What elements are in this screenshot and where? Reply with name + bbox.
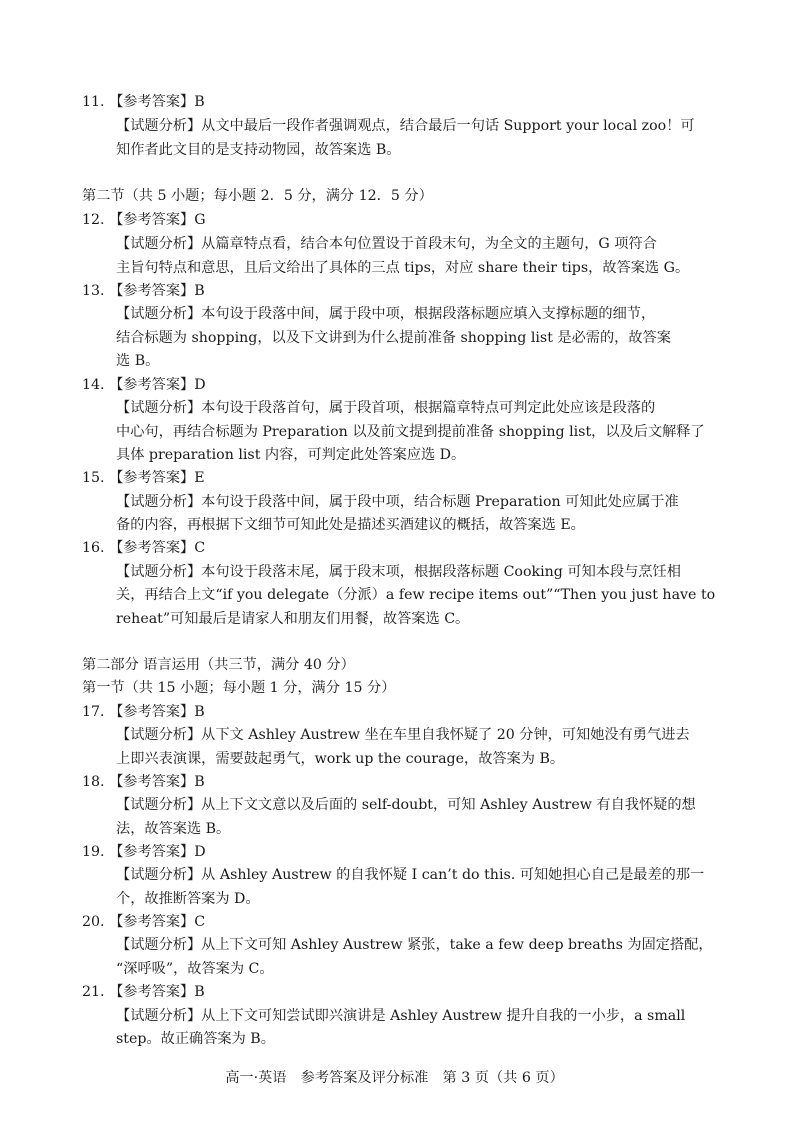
q12-analysis-line-1: 【试题分析】从篇章特点看，结合本句位置设于首段末句，为全文的主题句，G 项符合 — [116, 236, 657, 252]
q14-analysis-line-1: 【试题分析】本句设于段落首句，属于段首项，根据篇章特点可判定此处应该是段落的 — [116, 400, 656, 416]
q13-analysis-line-2: 结合标题为 shopping，以及下文讲到为什么提前准备 shopping list 是必需的，故答案 — [116, 330, 671, 346]
q16-answer: 16. 【参考答案】C — [82, 540, 206, 556]
section-2-heading: 第二节（共 5 小题；每小题 2．5 分，满分 12．5 分） — [82, 188, 433, 204]
q21-answer: 21. 【参考答案】B — [82, 984, 205, 1000]
q13-analysis-line-3: 选 B。 — [116, 353, 160, 369]
q20-answer: 20. 【参考答案】C — [82, 914, 206, 930]
q14-answer: 14. 【参考答案】D — [82, 377, 206, 393]
part-2-section-1-heading: 第一节（共 15 小题；每小题 1 分，满分 15 分） — [82, 680, 396, 696]
page-footer: 高一·英语 参考答案及评分标准 第 3 页（共 6 页） — [225, 1070, 564, 1086]
q20-analysis-line-1: 【试题分析】从上下文可知 Ashley Austrew 紧张，take a few deep breaths 为固定搭配， — [116, 937, 713, 953]
q19-analysis-line-1: 【试题分析】从 Ashley Austrew 的自我怀疑 I can’t do this. 可知她担心自己是最差的那一 — [116, 867, 705, 883]
q16-analysis-line-1: 【试题分析】本句设于段落末尾，属于段末项，根据段落标题 Cooking 可知本段与烹饪相 — [116, 564, 681, 580]
q20-analysis-line-2: “深呼吸”，故答案为 C。 — [116, 961, 274, 977]
q19-analysis-line-2: 个，故推断答案为 D。 — [116, 891, 260, 907]
q17-analysis-line-2: 上即兴表演课，需要鼓起勇气，work up the courage，故答案为 B。 — [116, 751, 565, 767]
q16-analysis-line-3: reheat”可知最后是请家人和朋友们用餐，故答案选 C。 — [116, 611, 470, 627]
q15-answer: 15. 【参考答案】E — [82, 470, 205, 486]
q12-answer: 12. 【参考答案】G — [82, 212, 206, 228]
q15-analysis-line-2: 备的内容，再根据下文细节可知此处是描述买酒建议的概括，故答案选 E。 — [116, 517, 585, 533]
q14-analysis-line-2: 中心句，再结合标题为 Preparation 以及前文提到提前准备 shopping list，以及后文解释了 — [116, 424, 705, 440]
q13-answer: 13. 【参考答案】B — [82, 283, 205, 299]
q19-answer: 19. 【参考答案】D — [82, 844, 206, 860]
q15-analysis-line-1: 【试题分析】本句设于段落中间，属于段中项，结合标题 Preparation 可知此处应属于准 — [116, 494, 679, 510]
q11-analysis-line-1: 【试题分析】从文中最后一段作者强调观点，结合最后一句话 Support your local zoo！可 — [116, 118, 695, 134]
q17-answer: 17. 【参考答案】B — [82, 704, 205, 720]
q13-analysis-line-1: 【试题分析】本句设于段落中间，属于段中项，根据段落标题应填入支撑标题的细节， — [116, 306, 656, 322]
q18-answer: 18. 【参考答案】B — [82, 774, 205, 790]
q11-answer: 11. 【参考答案】B — [82, 94, 205, 110]
part-2-heading: 第二部分 语言运用（共三节，满分 40 分） — [82, 657, 355, 673]
q18-analysis-line-1: 【试题分析】从上下文文意以及后面的 self-doubt，可知 Ashley Austrew 有自我怀疑的想 — [116, 797, 696, 813]
q12-analysis-line-2: 主旨句特点和意思，且后文给出了具体的三点 tips，对应 share their tips，故答案选 G。 — [116, 260, 690, 276]
q11-analysis-line-2: 知作者此文目的是支持动物园，故答案选 B。 — [116, 142, 401, 158]
q17-analysis-line-1: 【试题分析】从下文 Ashley Austrew 坐在车里自我怀疑了 20 分钟，可知她没有勇气进去 — [116, 727, 690, 743]
q16-analysis-line-2: 关，再结合上文“if you delegate（分派）a few recipe items out”“Then you just have to — [116, 587, 716, 603]
q21-analysis-line-2: step。故正确答案为 B。 — [116, 1031, 275, 1047]
q18-analysis-line-2: 法，故答案选 B。 — [116, 821, 231, 837]
q14-analysis-line-3: 具体 preparation list 内容，可判定此处答案应选 D。 — [116, 447, 466, 463]
q21-analysis-line-1: 【试题分析】从上下文可知尝试即兴演讲是 Ashley Austrew 提升自我的一小步，a small — [116, 1008, 686, 1024]
